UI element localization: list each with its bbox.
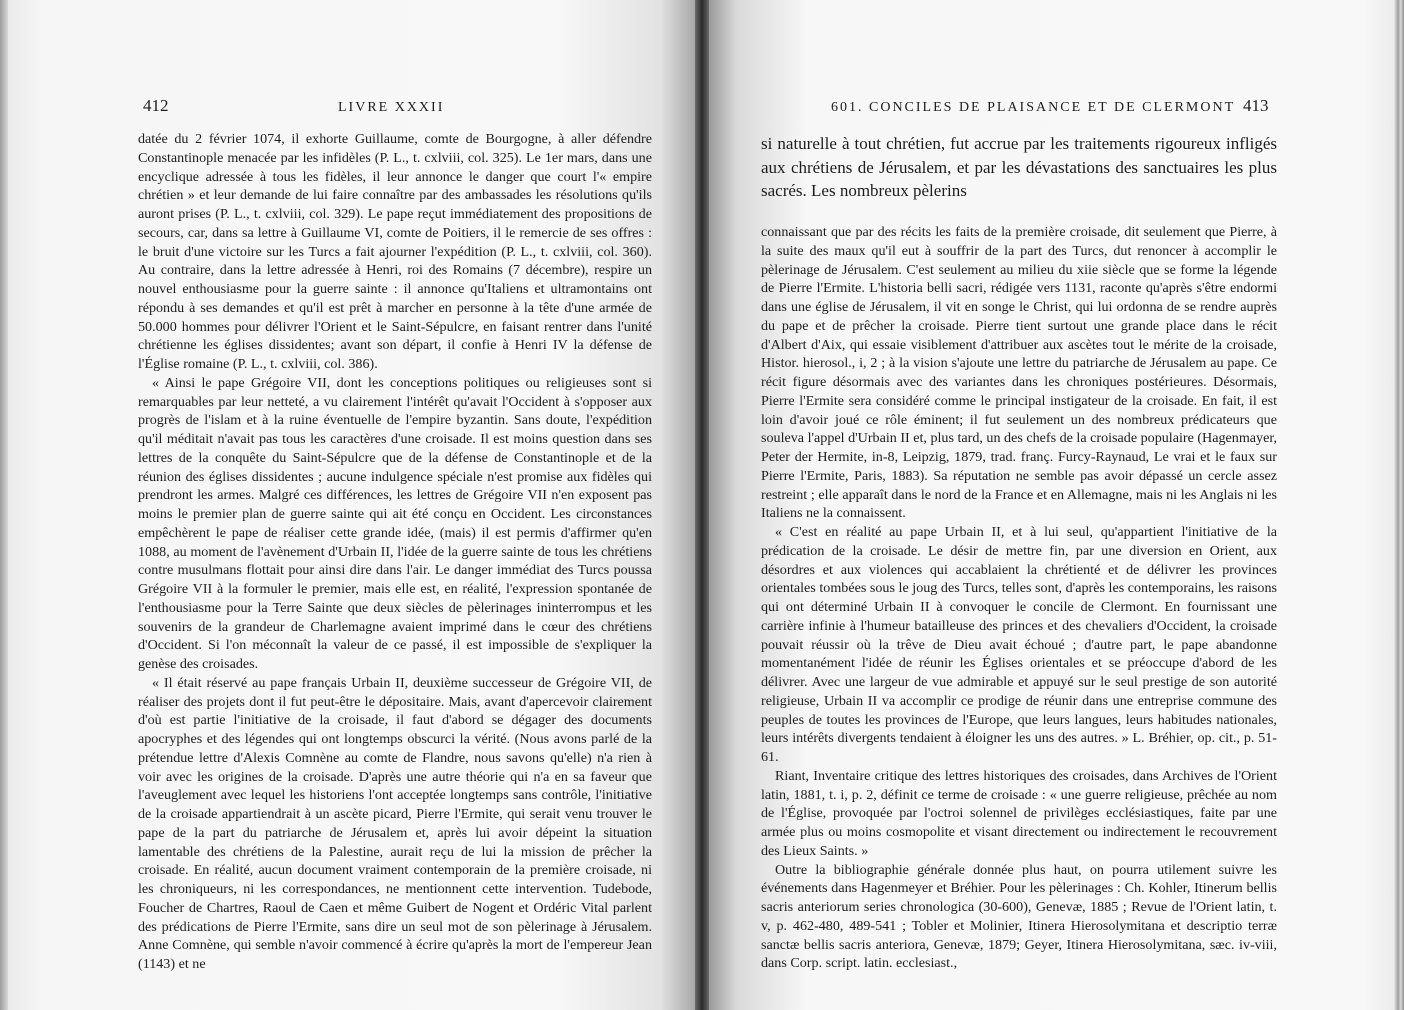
page-number: 413 [1243, 96, 1269, 115]
paragraph: Riant, Inventaire critique des lettres historiques des croisades, dans Archives de l'Orient latin, 1881, t. i, p. 2, définit ce terme de croisade : « une guerre religieuse, prêchée au nom de l'Église, provoquée par l'octroi solennel de privilèges ecclésiastiques, faite par une armée plus ou moins cosmopolite et visant directement ou indirectement le recouvrement des Lieux Saints. » [761, 767, 1277, 859]
paragraph: Outre la bibliographie générale donnée plus haut, on pourra utilement suivre les événements dans Hagenmeyer et Bréhier. Pour les pèlerinages : Ch. Kohler, Itinerum bellis sacris anteriorum series chronologica (30-600), Genevæ, 1885 ; Revue de l'Orient latin, t. v, p. 462-480, 489-541 ; Tobler et Molinier, Itinera Hierosolymitana et descriptio terræ sanctæ bellis sacris anteriora, Genevæ, 1879; Geyer, Itinera Hierosolymitana, sæc. iv-viii, dans Corp. script. latin. ecclesiast., [761, 861, 1277, 972]
right-page [709, 0, 1404, 1010]
paragraph: « C'est en réalité au pape Urbain II, et à lui seul, qu'appartient l'initiative de la prédication de la croisade. Le désir de mettre fin, par une diversion en Orient, aux désordres et aux violences qui accablaient la chrétienté et de délivrer les provinces orientales tombées sous le joug des Turcs, telles sont, d'après les contemporains, les raisons qui ont déterminé Urbain II à convoquer le concile de Clermont. En fournissant une carrière infinie à l'humeur batailleuse des princes et des chevaliers d'Occident, la croisade pouvait réussir où la trêve de Dieu avait échoué ; d'autre part, le pape abandonne momentanément l'idée de réunir les Églises orientales et se préoccupe d'abord de les délivrer. Avec une largeur de vue admirable et appuyé sur le seul prestige de son autorité religieuse, Urbain II va accomplir ce prodige de réunir dans une entreprise commune des peuples de toutes les provinces de l'Europe, que leurs langues, leurs habitudes nationales, leurs intérêts divergents tendaient à éloigner les uns des autres. » L. Bréhier, op. cit., p. 51-61. [761, 524, 1277, 765]
left-page [0, 0, 695, 1010]
footnote-text [761, 223, 1277, 973]
running-head: LIVRE XXXII [338, 100, 445, 115]
book-gutter [695, 0, 709, 1010]
paragraph: « Il était réservé au pape français Urbain II, deuxième successeur de Grégoire VII, de réaliser des projets dont il fut peut-être le dépositaire. Mais, avant d'apercevoir clairement d'où est partie l'initiative de la croisade, il faut d'abord se dégager des documents apocryphes et des légendes qui ont longtemps obscurci la vérité. (Nous avons parlé de la prétendue lettre d'Alexis Comnène au comte de Flandre, nous savons qu'elle) n'a rien à voir avec les origines de la croisade. D'après une autre théorie qui n'a en sa faveur que l'aveuglement avec lequel les historiens l'ont acceptée longtemps sans contrôle, l'initiative de la croisade appartiendrait à un ascète picard, Pierre l'Ermite, qui serait venu trouver le pape de la part du patriarche de Jérusalem et, après lui avoir dépeint la situation lamentable des chrétiens de la Palestine, aurait reçu de lui la mission de prêcher la croisade. En réalité, aucun document vraiment contemporain de la première croisade, ni les chroniqueurs, ni les correspondances, ne mentionnent cette intervention. Tudebode, Foucher de Chartres, Raoul de Caen et même Guibert de Nogent et Ordéric Vital parlent des prédications de Pierre l'Ermite, sans dire un seul mot de son pèlerinage à Jérusalem. Anne Comnène, qui semble n'avoir commencé à écrire qu'après la mort de l'empereur Jean (1143) et ne [138, 674, 652, 972]
page-edge [1394, 0, 1404, 1010]
paragraph: si naturelle à tout chrétien, fut accrue par les traitements rigoureux infligés aux chrétiens de Jérusalem, et par les dévastations des sanctuaires les plus sacrés. Les nombreux pèlerins [761, 134, 1277, 200]
text-body [138, 130, 652, 974]
running-head: 601. CONCILES DE PLAISANCE ET DE CLERMONT [831, 100, 1236, 115]
page-edge [0, 0, 8, 1010]
page-number: 412 [143, 96, 169, 115]
main-text [761, 132, 1277, 203]
paragraph: datée du 2 février 1074, il exhorte Guillaume, comte de Bourgogne, à aller défendre Constantinople menacée par les infidèles (P. L., t. cxlviii, col. 325). Le 1er mars, dans une encyclique adressée à tous les fidèles, il leur annonce le danger que court l'« empire chrétien » et leur demande de lui faire connaître par des ambassades les résolutions qu'ils auront prises (P. L., t. cxlviii, col. 329). Le pape reçut immédiatement des propositions de secours, car, dans sa lettre à Guillaume VI, comte de Poitiers, il le remercie de ses offres : le bruit d'une victoire sur les Turcs a fait ajourner l'expédition (P. L., t. cxlviii, col. 360). Au contraire, dans la lettre adressée à Henri, roi des Romains (7 décembre), respire un nouvel enthousiasme pour la guerre sainte : il annonce qu'Italiens et ultramontains ont répondu à ses demandes et qu'il est prêt à marcher en personne à la tête d'une armée de 50.000 hommes pour délivrer l'Orient et le Saint-Sépulcre, en faisant rentrer dans l'unité chrétienne les églises dissidentes; avant son départ, il confie à Henri IV la défense de l'Église romaine (P. L., t. cxlviii, col. 386). [138, 131, 652, 372]
paragraph: connaissant que par des récits les faits de la première croisade, dit seulement que Pierre, à la suite des maux qu'il eut à souffrir de la part des Turcs, dut renoncer à accomplir le pèlerinage de Jérusalem. C'est seulement au milieu du xiie siècle que se forme la légende de Pierre l'Ermite. L'historia belli sacri, rédigée vers 1131, raconte qu'après s'être endormi dans une église de Jérusalem, il vit en songe le Christ, qui lui ordonna de se rendre auprès du pape et de prêcher la croisade. Pierre tient surtout une grande place dans le récit d'Albert d'Aix, qui essaie visiblement d'attribuer aux ascètes tout le mérite de la croisade, Histor. hierosol., i, 2 ; à la vision s'ajoute une lettre du patriarche de Jérusalem au pape. Ce récit figure désormais avec des variantes dans les chroniques postérieures. Désormais, Pierre l'Ermite sera considéré comme le principal instigateur de la croisade. En fait, il est loin d'avoir joué ce rôle éminent; il fut seulement un des nombreux prédicateurs que souleva l'appel d'Urbain II et, plus tard, un des chefs de la croisade populaire (Hagenmayer, Peter der Hermite, in-8, Leipzig, 1879, trad. franç. Furcy-Raynaud, Le vrai et le faux sur Pierre l'Ermite, Paris, 1883). Sa réputation ne semble pas avoir dépassé un cercle assez restreint ; elle apparaît dans le nord de la France et en Allemagne, mais ni les Anglais ni les Italiens ne la connaissent. [761, 224, 1278, 522]
paragraph: « Ainsi le pape Grégoire VII, dont les conceptions politiques ou religieuses sont si remarquables par leur netteté, a vu clairement l'intérêt qu'avait l'Occident à s'opposer aux progrès de l'islam et à la ruine éventuelle de l'empire byzantin. Sans doute, l'expédition qu'il méditait n'avait pas tous les caractères d'une croisade. Il est moins question dans ses lettres de la conquête du Saint-Sépulcre que de la défense de Constantinople et de la réunion des églises dissidentes ; aucune indulgence spéciale n'est promise aux fidèles qui prendront les armes. Malgré ces différences, les lettres de Grégoire VII n'en exposent pas moins le premier plan de guerre sainte qui ait été conçu en Occident. Les circonstances empêchèrent le pape de réaliser cette grande idée, (mais) il est permis d'affirmer qu'en 1088, au moment de l'avènement d'Urbain II, l'idée de la guerre sainte de tous les chrétiens contre musulmans flottait pour ainsi dire dans l'air. Le danger immédiat des Turcs poussa Grégoire VII à la formuler le premier, mais elle est, en réalité, l'expression spontanée de l'enthousiasme pour la Terre Sainte que deux siècles de pèlerinages ininterrompus et les souvenirs de la grandeur de Charlemagne avaient imprimé dans le cœur des chrétiens d'Occident. Si l'on méconnaît la valeur de ce passé, il est impossible de s'expliquer la genèse des croisades. [138, 374, 652, 672]
